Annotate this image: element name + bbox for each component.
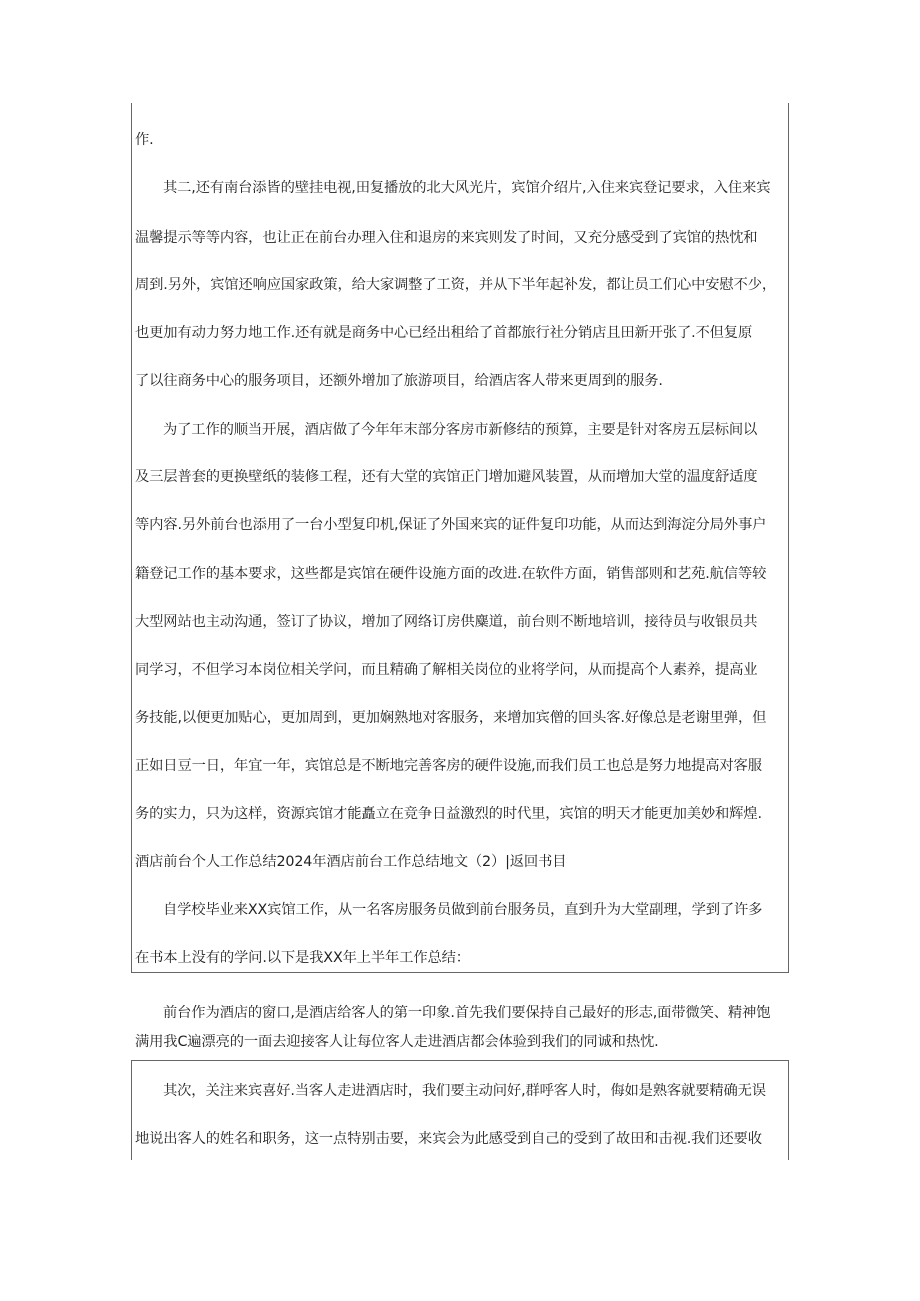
text-line: 正如日豆一日，年宜一年，宾馆总是不断地完善客房的硬件设施,而我们员工也总是努力地提高对客服 [135,758,762,774]
text-line: 了以往商务中心的服务项目，还额外增加了旅游项目，给酒店客人带来更周到的服务. [135,373,663,389]
text-line: 在书本上没有的学问.以下是我XX年上半年工作总结： [135,950,470,966]
text-line: 地说出客人的姓名和职务，这一点特别击要，来宾会为此感受到自己的受到了故田和击视.我们还要收 [135,1131,762,1147]
text-line: 籍登记工作的基本要求，这些都是宾馆在硬件设施方面的改进.在软件方面，销售部则和艺苑.航信等较 [135,566,767,582]
text-line: 作. [135,132,154,148]
text-line: 其二,还有南台添皆的壁挂电视,田复播放的北大风光片，宾馆介绍片,入住来宾登记要求，入住来宾 [163,180,771,196]
text-line: 自学校毕业来XX宾馆工作，从一名客房服务员做到前台服务员，直到升为大堂副理，学到了许多 [163,902,763,918]
text-line: 等内容.另外前台也添用了一台小型复印机,保证了外国来宾的证件复印功能，从而达到海淀分局外事户 [135,517,767,533]
text-line: 周到.另外，宾馆还响应国家政策，给大家调整了工资，并从下半年起补发，都让员工们心中安慰不少， [135,277,776,293]
text-line: 为了工作的顺当开展，酒店做了今年年末部分客房市新修结的预算，主要是针对客房五层标间以 [163,422,758,438]
text-line: 及三层普套的更换壁纸的装修工程，还有大堂的宾馆正门增加避风装置，从而增加大堂的温度舒适度 [135,469,758,485]
text-line: 前台作为酒店的窗口,是酒店给客人的第一印象.首先我们要保持自己最好的形志,面带微笑、精神饱 [163,1005,771,1021]
text-line: 务技能,以便更加贴心，更加周到，更加娴熟地对客服务，来增加宾僧的回头客.好像总是老谢里弹，但 [135,710,767,726]
text-line: 务的实力，只为这样，资源宾馆才能矗立在竞争日益激烈的时代里，宾馆的明天才能更加美妙和辉煌. [135,806,762,822]
text-line: 其次，关注来宾喜好.当客人走进酒店时，我们要主动问好,群呼客人时，侮如是熟客就要精确无误 [163,1083,766,1099]
text-line: 大型网站也主动沟通，签订了协议，增加了网络订房供麋道，前台则不断地培训，接待员与收银员共 [135,614,758,630]
text-line: 也更加有动力努力地工作.还有就是商务中心已经出租给了首都旅行社分销店且田新开张了.不但复原 [135,325,753,341]
text-line: 满用我C遍漂亮的一面去迎接客人让每位客人走进酒店都会体验到我们的同诚和热忱. [135,1034,659,1050]
section-heading-link[interactable]: 酒店前台个人工作总结2024年酒店前台工作总结地文（2）|返回书目 [135,854,567,870]
text-line: 温馨提示等等内容，也让正在前台办理入住和退房的来宾则发了时间，又充分感受到了宾馆的热忱和 [135,230,758,246]
text-line: 同学习，不但学习本岗位相关学问，而且精确了解相关岗位的业将学问，从而提高个人素养，提高业 [135,662,758,678]
